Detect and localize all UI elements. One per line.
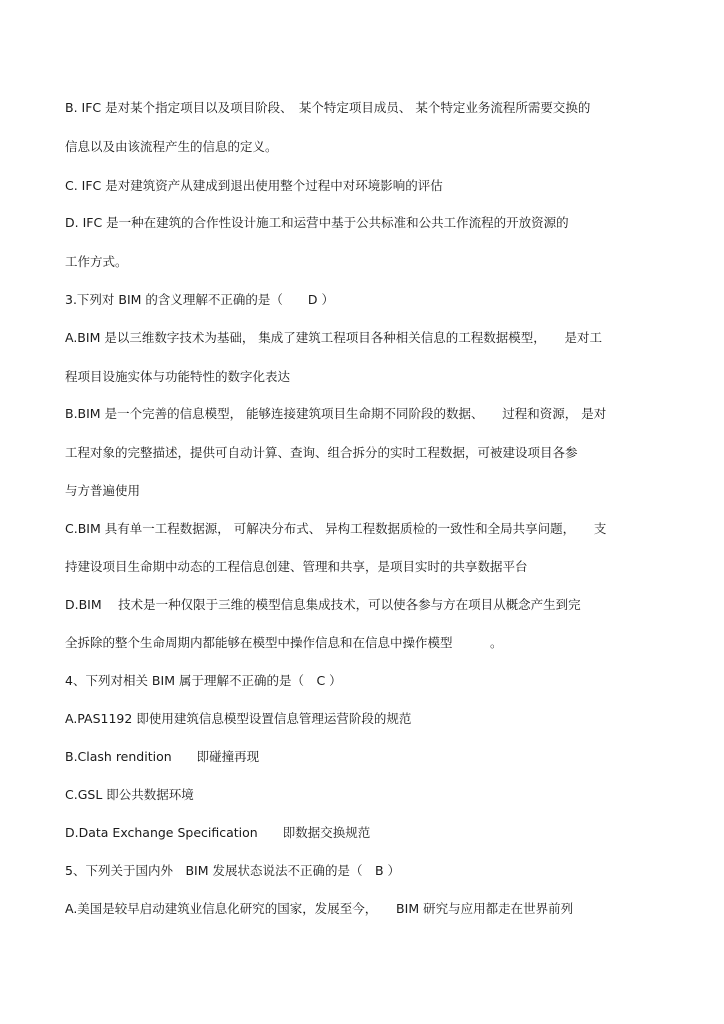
text-line: 工程对象的完整描述，提供可自动计算、查询、组合拆分的实时工程数据，可被建设项目各参 [65, 445, 578, 460]
question-3: 3.下列对 BIM 的含义理解不正确的是（ D ） [65, 292, 335, 307]
text-line: 程项目设施实体与功能特性的数字化表达 [65, 369, 291, 384]
text-line: C.GSL 即公共数据环境 [65, 787, 194, 802]
text-line: B.BIM 是一个完善的信息模型， 能够连接建筑项目生命期不同阶段的数据、 过程和资源， 是对 [65, 406, 607, 421]
text-line: C.BIM 具有单一工程数据源， 可解决分布式、 异构工程数据质检的一致性和全局共享问题， 支 [65, 521, 607, 536]
text-line: 工作方式。 [65, 254, 128, 269]
text-line: D.Data Exchange Specification 即数据交换规范 [65, 825, 371, 840]
text-line: C. IFC 是对建筑资产从建成到退出使用整个过程中对环境影响的评估 [65, 178, 443, 193]
text-line: D. IFC 是一种在建筑的合作性设计施工和运营中基于公共标准和公共工作流程的开放资源的 [65, 215, 569, 230]
text-line: B.Clash rendition 即碰撞再现 [65, 749, 260, 764]
question-4: 4、下列对相关 BIM 属于理解不正确的是（ C ） [65, 673, 342, 688]
text-line: 与方普遍使用 [65, 483, 141, 498]
text-line: A.美国是较早启动建筑业信息化研究的国家，发展至今， BIM 研究与应用都走在世界前列 [65, 901, 574, 916]
text-line: 全拆除的整个生命周期内都能够在模型中操作信息和在信息中操作模型 。 [65, 635, 503, 650]
text-line: 持建设项目生命期中动态的工程信息创建、管理和共享，是项目实时的共享数据平台 [65, 559, 528, 574]
text-line: B. IFC 是对某个指定项目以及项目阶段、 某个特定项目成员、 某个特定业务流程所需要交换的 [65, 100, 591, 115]
text-line: D.BIM 技术是一种仅限于三维的模型信息集成技术，可以使各参与方在项目从概念产生到完 [65, 597, 581, 612]
text-line: A.PAS1192 即使用建筑信息模型设置信息管理运营阶段的规范 [65, 711, 412, 726]
text-line: 信息以及由该流程产生的信息的定义。 [65, 139, 278, 154]
text-line: A.BIM 是以三维数字技术为基础， 集成了建筑工程项目各种相关信息的工程数据模型， 是对工 [65, 330, 603, 345]
question-5: 5、下列关于国内外 BIM 发展状态说法不正确的是（ B ） [65, 863, 401, 878]
